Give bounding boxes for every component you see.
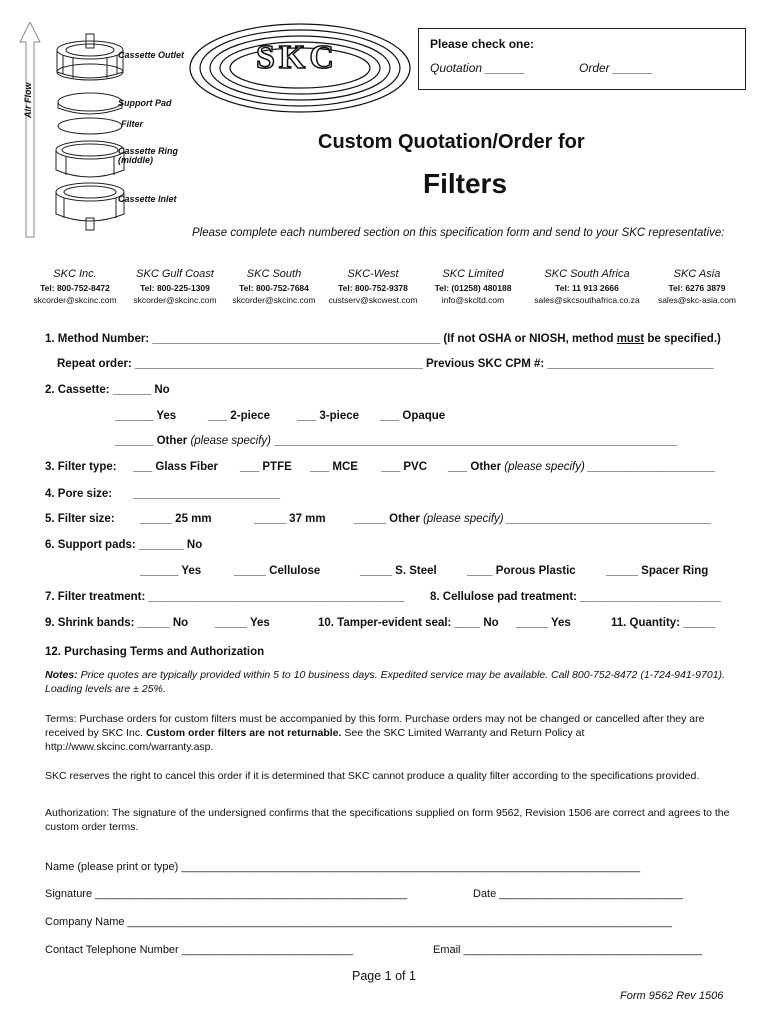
- support-pad-drawing: [58, 93, 122, 114]
- tamper-seal-yes-option[interactable]: _____ Yes: [516, 617, 571, 629]
- date-field[interactable]: Date ______________________________: [473, 888, 683, 900]
- glass-fiber-option[interactable]: ___ Glass Fiber: [133, 461, 219, 473]
- rep-name: SKC Inc.: [53, 268, 97, 280]
- cassette-inlet-label: Cassette Inlet: [118, 194, 177, 204]
- rep-tel: Tel: 800-225-1309: [140, 283, 210, 293]
- quotation-checkbox[interactable]: Quotation ______: [430, 61, 526, 75]
- porous-plastic-option[interactable]: ____ Porous Plastic: [467, 565, 576, 577]
- filter-size-label: 5. Filter size:: [45, 513, 115, 525]
- tamper-seal-no-option[interactable]: 10. Tamper-evident seal: ____ No: [318, 617, 499, 629]
- company-name-field[interactable]: Company Name _________________________________________________________________________________________: [45, 916, 673, 928]
- skc-logo: [188, 22, 413, 114]
- pore-size-label: 4. Pore size:: [45, 488, 113, 500]
- email-field[interactable]: Email _______________________________________: [433, 944, 703, 956]
- cancel-paragraph: SKC reserves the right to cancel this order if it is determined that SKC cannot produce a quality filter according to the specifications provided.: [45, 770, 700, 782]
- shrink-bands-no-option[interactable]: 9. Shrink bands: _____ No: [45, 617, 189, 629]
- instructions: Please complete each numbered section on this specification form and send to your SKC representative:: [192, 227, 725, 239]
- rep-tel: Tel: 800-752-8472: [40, 283, 110, 293]
- rep-name: SKC-West: [347, 268, 399, 280]
- name-field[interactable]: Name (please print or type) ___________________________________________________________________________: [45, 861, 641, 873]
- rep-tel: Tel: 11 913 2666: [555, 283, 619, 293]
- cassette-ring-drawing: [56, 141, 124, 177]
- cassette-other-option[interactable]: ______ Other (please specify) _______________________________________________________________: [115, 435, 678, 447]
- check-one-box: [418, 28, 746, 90]
- rep-name: SKC South Africa: [544, 268, 630, 280]
- authorization-paragraph: Authorization: The signature of the undersigned confirms that the specifications supplied on form 9562, Revision 1506 are correct and agrees to the custom order terms.: [45, 807, 730, 833]
- rep-email[interactable]: skcorder@skcinc.com: [133, 295, 217, 305]
- cassette-inlet-drawing: [56, 183, 124, 230]
- rep-name: SKC Asia: [673, 268, 721, 280]
- contact-telephone-field[interactable]: Contact Telephone Number ____________________________: [45, 944, 354, 956]
- mce-option[interactable]: ___ MCE: [310, 461, 358, 473]
- pad-treatment-field[interactable]: 8. Cellulose pad treatment: ______________________: [430, 591, 721, 603]
- filter-type-label: 3. Filter type:: [45, 461, 117, 473]
- rep-skc-south: [219, 268, 329, 305]
- rep-email[interactable]: sales@skc-asia.com: [657, 295, 737, 305]
- repeat-order-field[interactable]: Repeat order: _____________________________________________ Previous SKC CPM #: __________________________: [57, 358, 714, 370]
- notes: Notes: Price quotes are typically provided within 5 to 10 business days. Expedited service may be available. Call 800-752-8472 (1-724-941-9701). Loading levels are ± 25%.: [45, 669, 725, 695]
- terms-paragraph: Terms: Purchase orders for custom filters must be accompanied by this form. Purchase orders may not be changed or cancelled after they are received by SKC Inc. Custom order filters are not returnable. See the SKC Limited Warranty and Return Policy at http://www.skcinc.com/warranty.asp.: [45, 713, 705, 753]
- filter-label: Filter: [121, 119, 144, 129]
- rep-email[interactable]: skcorder@skcinc.com: [232, 295, 316, 305]
- rep-tel: Tel: 800-752-9378: [338, 283, 408, 293]
- rep-skc-south-africa: [522, 268, 652, 305]
- filter-type-other-option[interactable]: ___ Other (please specify) ____________________: [448, 461, 716, 473]
- rep-skc-limited: [418, 268, 528, 305]
- terms-heading: 12. Purchasing Terms and Authorization: [45, 646, 265, 658]
- steel-option[interactable]: _____ S. Steel: [360, 565, 437, 577]
- method-number-field[interactable]: 1. Method Number: _____________________________________________ (If not OSHA or NIOSH, method must be specified.): [45, 333, 721, 345]
- rep-skc-inc: [20, 268, 130, 305]
- rep-tel: Tel: 6276 3879: [668, 283, 726, 293]
- signature-field[interactable]: Signature ___________________________________________________: [45, 888, 408, 900]
- rep-skc-asia: [642, 268, 752, 305]
- 25mm-option[interactable]: _____ 25 mm: [140, 513, 212, 525]
- page-title: Custom Quotation/Order for: [318, 131, 585, 153]
- logo-text: SKC: [256, 39, 338, 76]
- check-one-title: Please check one:: [430, 37, 535, 51]
- support-pads-no-option[interactable]: 6. Support pads: _______ No: [45, 539, 203, 551]
- quantity-field[interactable]: 11. Quantity: _____: [611, 617, 716, 629]
- rep-email[interactable]: skcorder@skcinc.com: [33, 295, 117, 305]
- cassette-yes-option[interactable]: ______ Yes: [115, 410, 177, 422]
- air-flow-arrow: [20, 22, 40, 237]
- rep-skc-west: [318, 268, 428, 305]
- air-flow-label: Air Flow: [23, 82, 33, 118]
- opaque-option[interactable]: ___ Opaque: [380, 410, 446, 422]
- two-piece-option[interactable]: ___ 2-piece: [208, 410, 271, 422]
- rep-name: SKC South: [246, 268, 302, 280]
- page-title-filters: Filters: [423, 168, 508, 199]
- support-pads-yes-option[interactable]: ______ Yes: [140, 565, 202, 577]
- cassette-outlet-drawing: [57, 34, 123, 80]
- rep-tel: Tel: 800-752-7684: [239, 283, 309, 293]
- filter-size-other-option[interactable]: _____ Other (please specify) ________________________________: [354, 513, 712, 525]
- rep-email[interactable]: sales@skcsouthafrica.co.za: [534, 295, 640, 305]
- cassette-outlet-label: Cassette Outlet: [118, 50, 185, 60]
- order-checkbox[interactable]: Order ______: [579, 61, 654, 75]
- cellulose-option[interactable]: _____ Cellulose: [234, 565, 321, 577]
- pvc-option[interactable]: ___ PVC: [381, 461, 428, 473]
- form-revision: Form 9562 Rev 1506: [620, 990, 724, 1002]
- ptfe-option[interactable]: ___ PTFE: [240, 461, 292, 473]
- support-pad-label: Support Pad: [118, 98, 172, 108]
- shrink-bands-yes-option[interactable]: _____ Yes: [215, 617, 270, 629]
- filter-treatment-field[interactable]: 7. Filter treatment: ________________________________________: [45, 591, 405, 603]
- rep-skc-gulf-coast: [120, 268, 230, 305]
- cassette-ring-label: Cassette Ring: [118, 146, 179, 156]
- page-number: Page 1 of 1: [352, 969, 416, 983]
- rep-email[interactable]: custserv@skcwest.com: [328, 295, 418, 305]
- filter-drawing: [58, 118, 122, 134]
- rep-email[interactable]: info@skcltd.com: [441, 295, 505, 305]
- spacer-ring-option[interactable]: _____ Spacer Ring: [606, 565, 709, 577]
- pore-size-input[interactable]: _______________________: [133, 488, 281, 500]
- rep-name: SKC Gulf Coast: [136, 268, 214, 280]
- rep-tel: Tel: (01258) 480188: [434, 283, 512, 293]
- 37mm-option[interactable]: _____ 37 mm: [254, 513, 326, 525]
- rep-name: SKC Limited: [442, 268, 504, 280]
- cassette-no-option[interactable]: 2. Cassette: ______ No: [45, 384, 170, 396]
- cassette-ring-sub-label: (middle): [118, 155, 153, 165]
- three-piece-option[interactable]: ___ 3-piece: [297, 410, 360, 422]
